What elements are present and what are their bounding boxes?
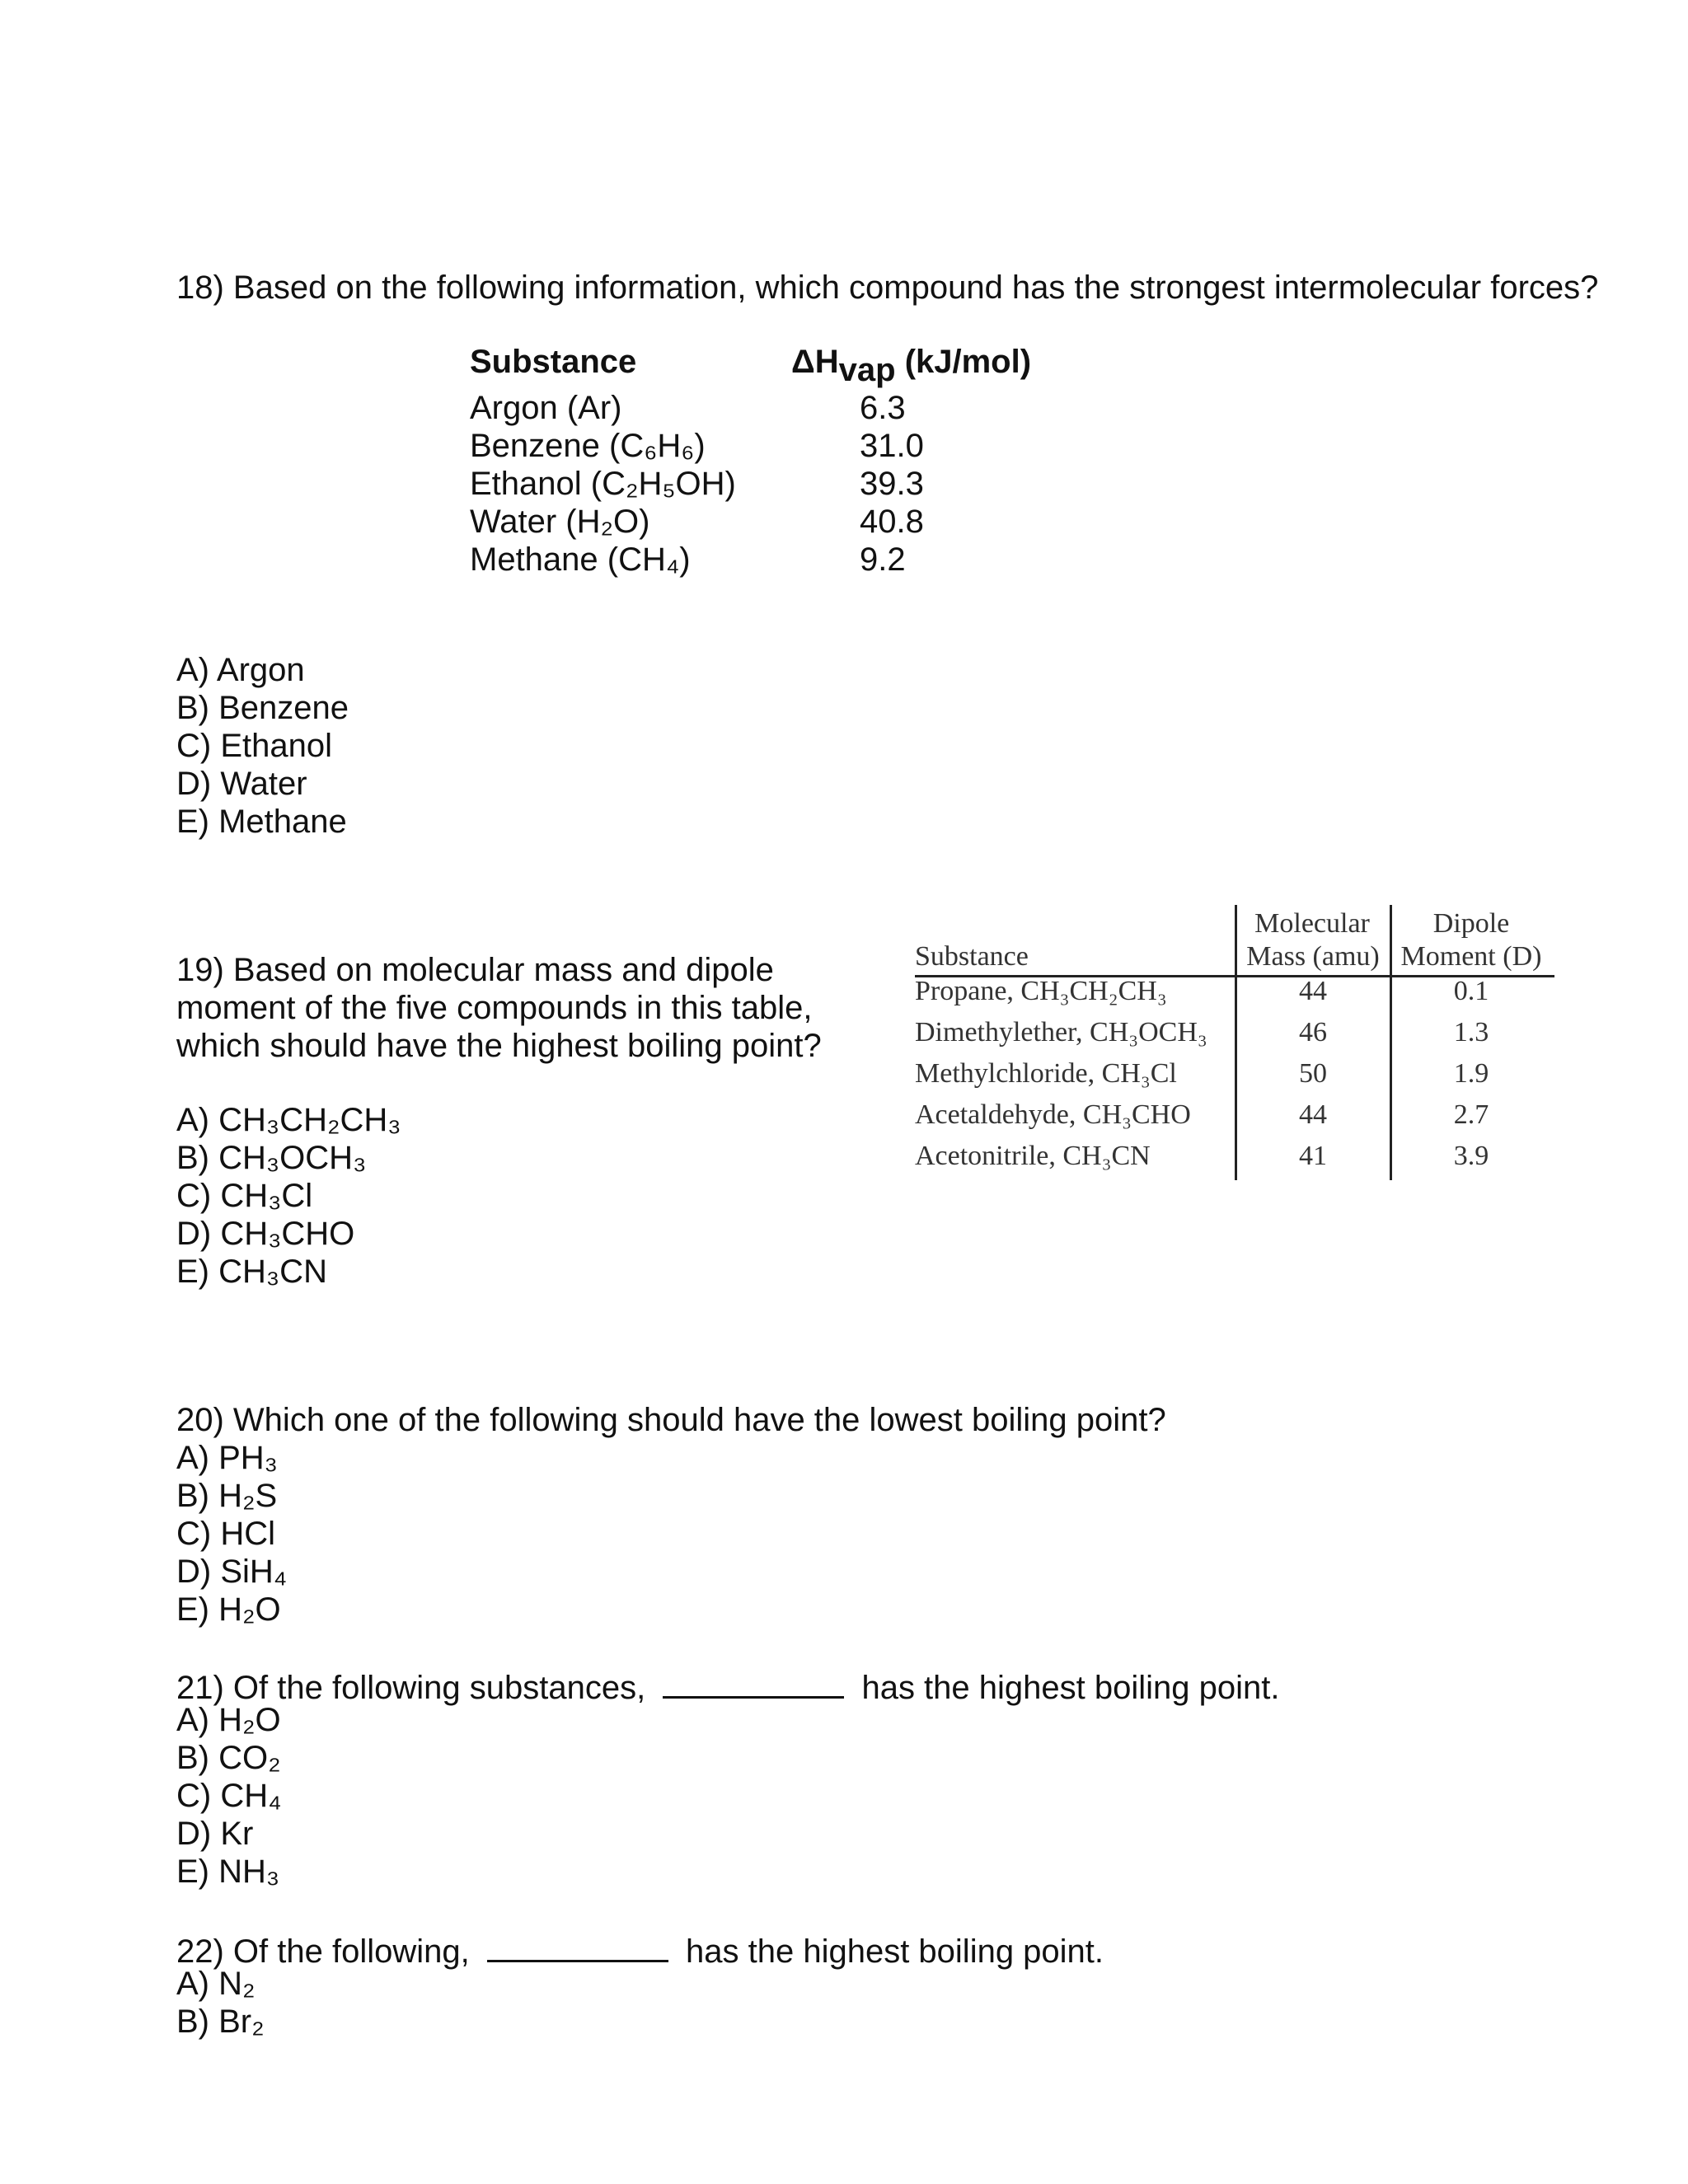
q22-question: 22) Of the following, has the highest boiling point. [176,1927,1643,1971]
q18-row-value: 6.3 [860,390,906,426]
q20-option-b[interactable]: B) H₂S [176,1478,278,1514]
q19-option-b[interactable]: B) CH₃OCH₃ [176,1140,367,1176]
q18-row-value: 31.0 [860,428,924,464]
q19-row-dipole: 1.9 [1453,1058,1489,1089]
q19-row-mass: 41 [1299,1141,1327,1171]
q19-col-mass-1: Molecular [1254,908,1370,939]
q18-row-substance: Ethanol (C₂H₅OH) [470,466,736,502]
q18-option-b[interactable]: B) Benzene [176,690,349,726]
q19-option-a[interactable]: A) CH₃CH₂CH₃ [176,1102,401,1138]
q20-question: 20) Which one of the following should have the lowest boiling point? [176,1402,1166,1438]
q18-row-value: 40.8 [860,504,924,540]
q19-col-dipole-2: Moment (D) [1400,941,1542,972]
q19-row-dipole: 3.9 [1453,1141,1489,1171]
q19-col-substance: Substance [915,941,1029,972]
q19-question: 19) Based on molecular mass and dipole moment of the five compounds in this table, which should have the highest boiling point? [176,952,822,1064]
q21-question: 21) Of the following substances, has the highest boiling point. [176,1663,1643,1707]
q19-option-e[interactable]: E) CH₃CN [176,1254,327,1290]
table-divider [1390,905,1392,1180]
q18-option-a[interactable]: A) Argon [176,652,305,688]
answer-blank[interactable] [487,1927,668,1962]
q19-mass-column [1236,971,1390,1177]
q21-options [176,1701,281,1891]
q19-options [176,1101,401,1291]
q19-option-c[interactable]: C) CH₃Cl [176,1178,313,1214]
q18-option-e[interactable]: E) Methane [176,804,347,840]
q21-option-a[interactable]: A) H₂O [176,1702,281,1738]
q18-substance-list [470,389,736,579]
q18-row-value: 39.3 [860,466,924,502]
q18-options [176,651,349,841]
q19-row-mass: 46 [1299,1017,1327,1047]
q18-row-substance: Argon (Ar) [470,390,622,426]
q19-row-substance: Propane, CH₃CH₂CH₃ [915,976,1167,1006]
q19-row-mass: 44 [1299,976,1327,1006]
q18-row-substance: Methane (CH₄) [470,541,691,578]
q21-option-d[interactable]: D) Kr [176,1816,254,1852]
q19-row-mass: 44 [1299,1099,1327,1130]
q22-option-a[interactable]: A) N₂ [176,1966,256,2002]
q19-row-substance: Methylchloride, CH₃Cl [915,1058,1177,1089]
q21-option-e[interactable]: E) NH₃ [176,1854,280,1890]
q18-option-c[interactable]: C) Ethanol [176,728,332,764]
q19-substance-column [915,971,1207,1177]
q19-col-mass-2: Mass (amu) [1246,941,1380,972]
q20-option-d[interactable]: D) SiH₄ [176,1554,288,1590]
q18-value-list [860,389,924,579]
q19-row-dipole: 0.1 [1453,976,1489,1006]
q18-option-d[interactable]: D) Water [176,766,307,802]
q18-col-hvap: $\Delta H_{vap}$ (kJ/mol) [791,344,1032,388]
q19-row-substance: Acetaldehyde, CH₃CHO [915,1099,1191,1130]
q22-option-b[interactable]: B) Br₂ [176,2004,265,2040]
q18-row-value: 9.2 [860,541,906,578]
q19-row-dipole: 1.3 [1453,1017,1489,1047]
q21-option-b[interactable]: B) CO₂ [176,1740,281,1776]
q19-col-dipole-1: Dipole [1432,908,1510,939]
q18-question: 18) Based on the following information, which compound has the strongest intermolecular forces? [176,269,1599,306]
answer-blank[interactable] [663,1663,844,1699]
q20-options [176,1439,287,1629]
q19-row-substance: Dimethylether, CH₃OCH₃ [915,1017,1207,1047]
q20-option-c[interactable]: C) HCl [176,1516,275,1552]
q19-option-d[interactable]: D) CH₃CHO [176,1216,355,1252]
q19-row-mass: 50 [1299,1058,1327,1089]
q18-col-substance: Substance [470,344,637,380]
q22-options [176,1965,265,2041]
q21-option-c[interactable]: C) CH₄ [176,1778,282,1814]
q19-dipole-column [1393,971,1550,1177]
q18-row-substance: Water (H₂O) [470,504,650,540]
q19-row-substance: Acetonitrile, CH₃CN [915,1141,1151,1171]
q20-option-e[interactable]: E) H₂O [176,1591,281,1628]
q18-row-substance: Benzene (C₆H₆) [470,428,706,464]
q19-row-dipole: 2.7 [1453,1099,1489,1130]
q20-option-a[interactable]: A) PH₃ [176,1440,278,1476]
